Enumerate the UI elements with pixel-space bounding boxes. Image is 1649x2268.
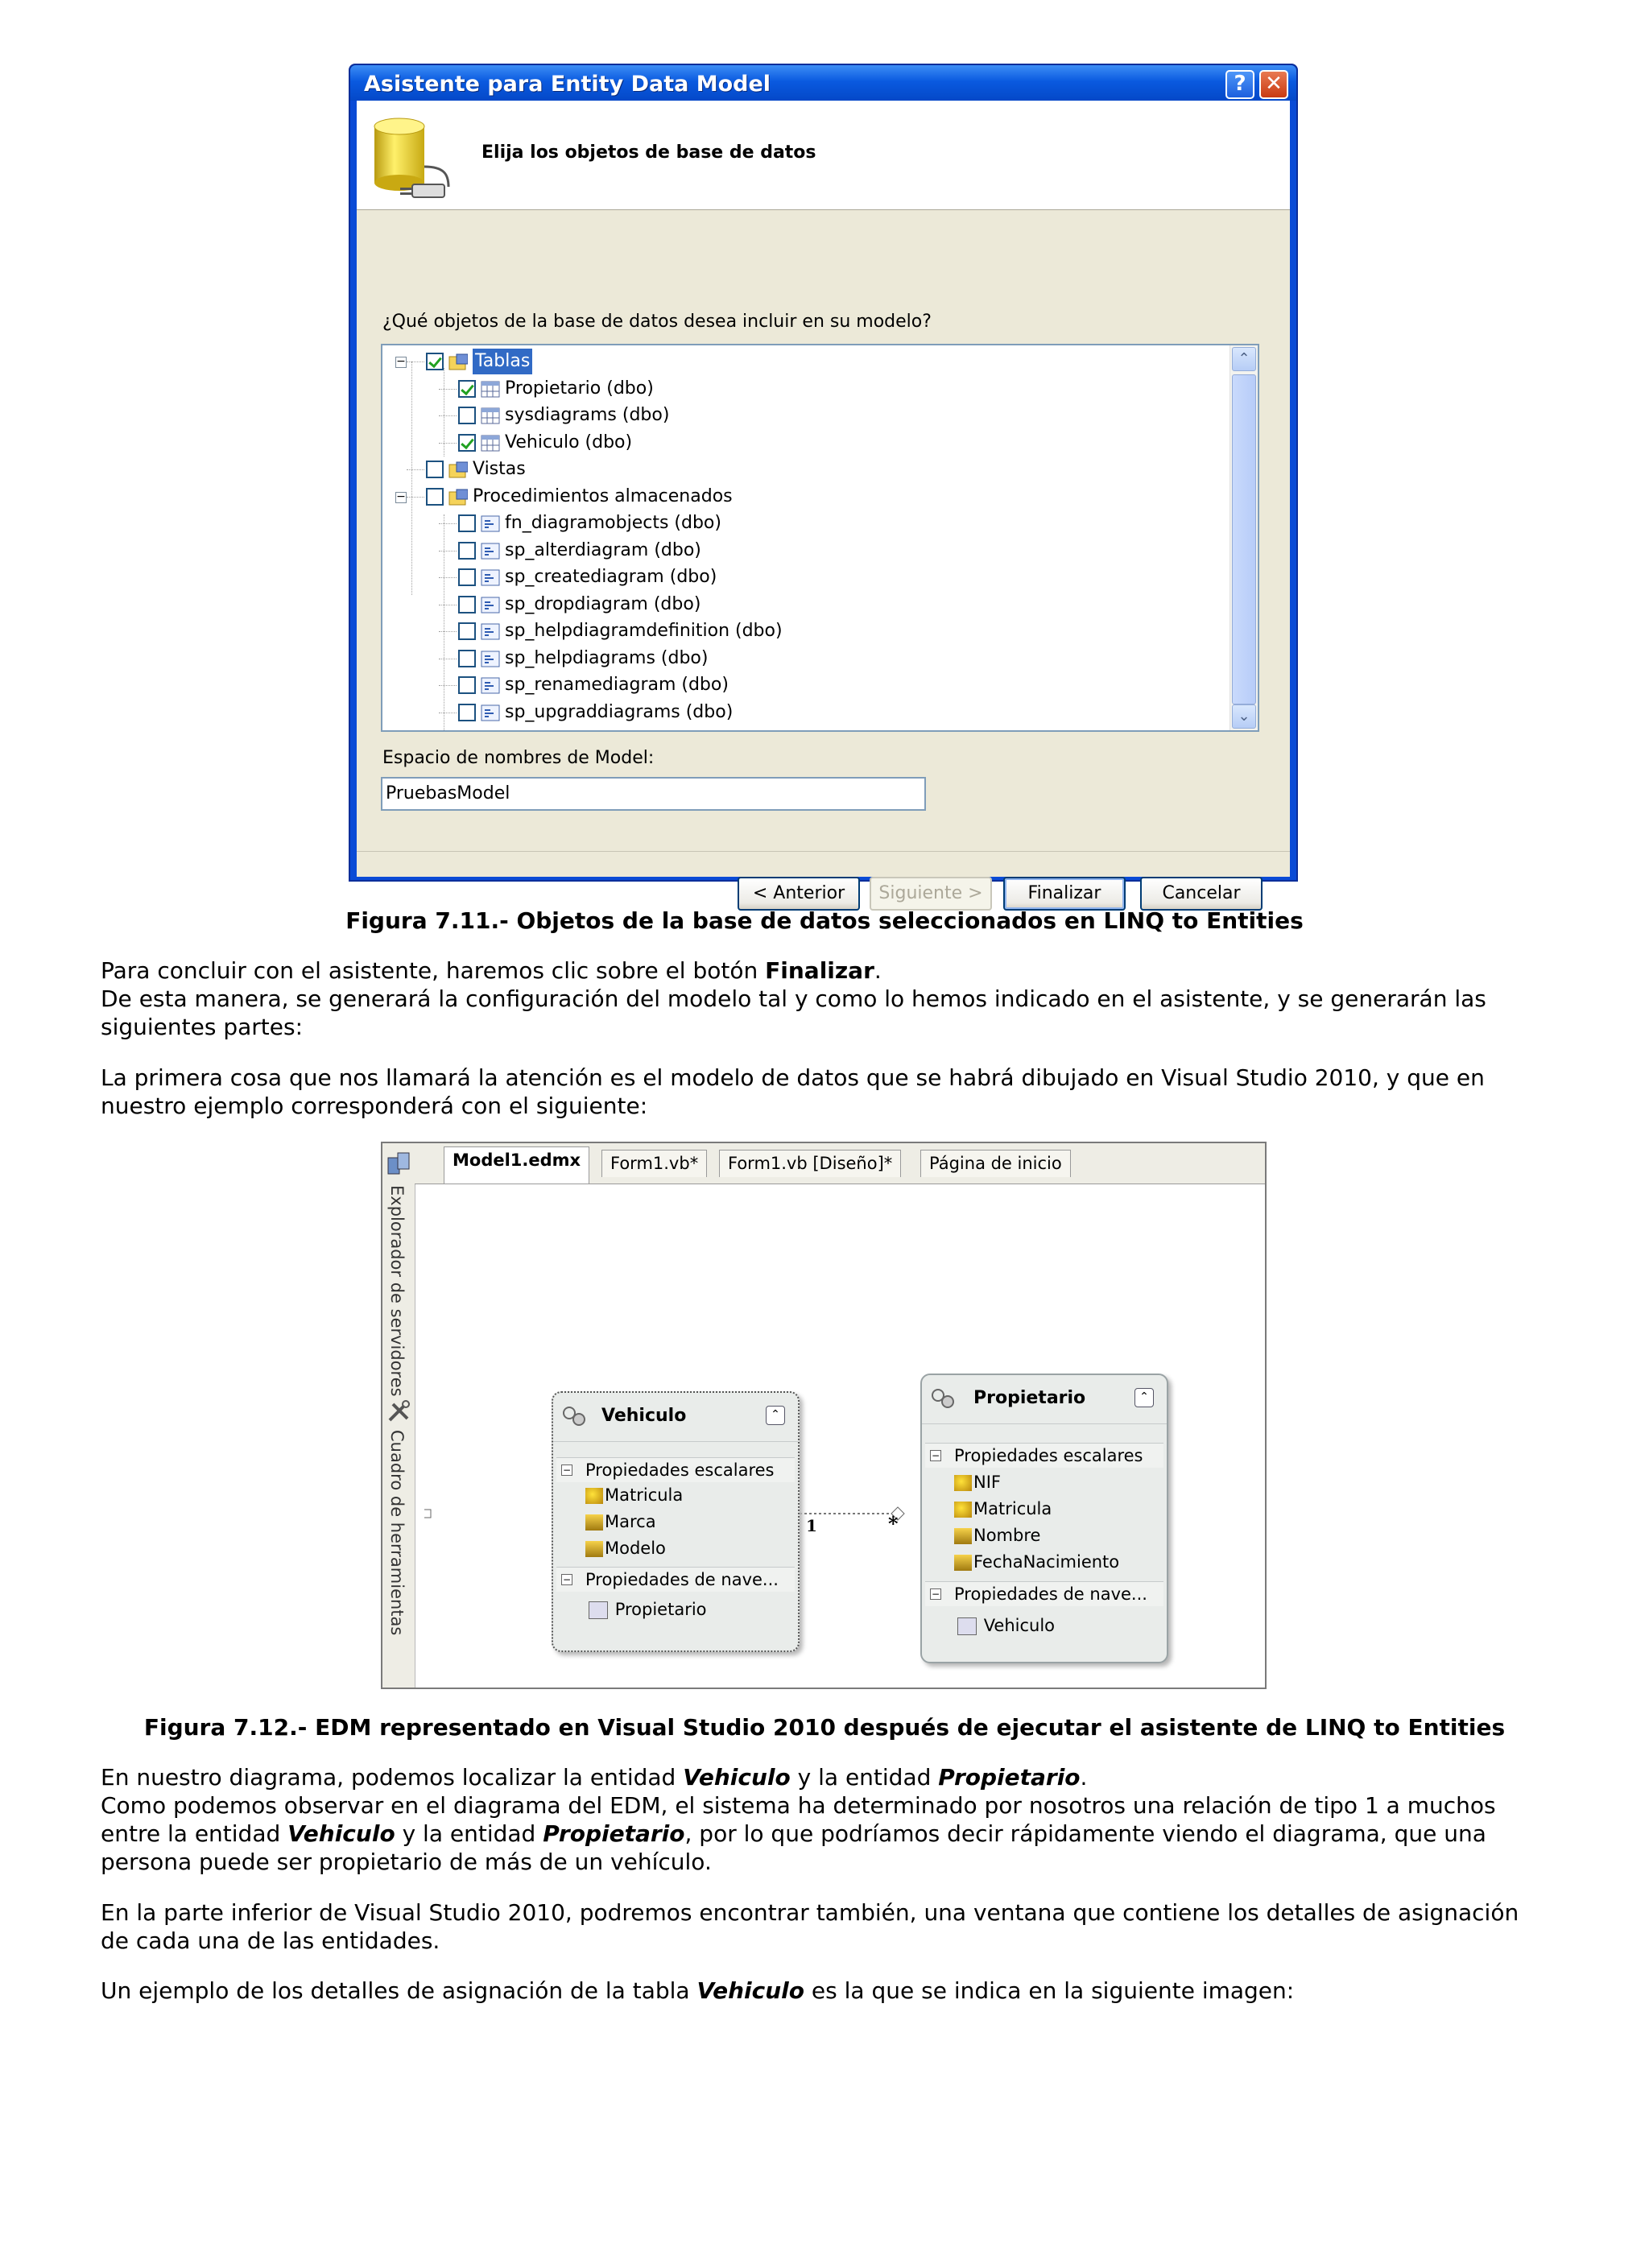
property-matricula[interactable] bbox=[954, 1497, 1052, 1521]
property-modelo[interactable] bbox=[585, 1536, 666, 1560]
tree-item-label: sp_helpdiagrams (dbo) bbox=[505, 647, 709, 668]
nav-section-label: Propiedades de nave... bbox=[585, 1570, 779, 1589]
p1-text-a: Para concluir con el asistente, haremos clic sobre el botón bbox=[101, 957, 766, 984]
design-canvas[interactable] bbox=[424, 1190, 1265, 1688]
tree-scrollbar[interactable] bbox=[1230, 345, 1258, 730]
scroll-up-icon[interactable]: ⌃ bbox=[1232, 347, 1256, 371]
scalar-section-header[interactable] bbox=[556, 1457, 795, 1482]
checkbox[interactable] bbox=[426, 488, 444, 506]
p3-propietario-2: Propietario bbox=[543, 1820, 685, 1847]
namespace-input[interactable]: PruebasModel bbox=[381, 777, 926, 811]
namespace-label: Espacio de nombres de Model: bbox=[382, 748, 655, 768]
nav-section-header[interactable] bbox=[556, 1567, 795, 1592]
tab-form1-vb[interactable]: Form1.vb* bbox=[601, 1150, 707, 1177]
entity-header bbox=[553, 1393, 798, 1442]
checkbox[interactable] bbox=[426, 353, 444, 370]
table-icon bbox=[481, 434, 500, 452]
entity-propietario[interactable] bbox=[920, 1374, 1168, 1663]
paragraph-2: La primera cosa que nos llamará la atención es el modelo de datos que se habrá dibujado en Visual Studio 2010, y que en nuestro ejemplo corresponderá con el siguiente: bbox=[101, 1064, 1485, 1119]
checkbox[interactable] bbox=[458, 676, 476, 694]
tree-connector bbox=[439, 523, 457, 524]
property-label: FechaNacimiento bbox=[973, 1552, 1120, 1572]
checkbox[interactable] bbox=[458, 622, 476, 640]
key-icon bbox=[954, 1475, 972, 1491]
property-marca[interactable] bbox=[585, 1510, 656, 1534]
entity-vehiculo[interactable] bbox=[552, 1391, 800, 1652]
property-nif[interactable] bbox=[954, 1470, 1001, 1494]
property-label: NIF bbox=[973, 1473, 1001, 1492]
p1-finalizar: Finalizar bbox=[765, 957, 874, 984]
minus-icon[interactable]: − bbox=[562, 1464, 572, 1476]
p3-propietario: Propietario bbox=[938, 1764, 1081, 1791]
paragraph-4: En la parte inferior de Visual Studio 2010, podremos encontrar también, una ventana que contiene los detalles de asignación de cada una de las entidades. bbox=[101, 1899, 1519, 1954]
figure-caption-7-12: Figura 7.12.- EDM representado en Visual Studio 2010 después de ejecutar el asistente de LINQ to Entities bbox=[143, 1714, 1506, 1741]
checkbox[interactable] bbox=[458, 407, 476, 424]
tree-item-label: sp_dropdiagram (dbo) bbox=[505, 593, 701, 614]
nav-property-vehiculo[interactable] bbox=[957, 1613, 1055, 1638]
checkbox[interactable] bbox=[426, 461, 444, 478]
stored-procedure-icon bbox=[481, 650, 500, 667]
p5-text: Un ejemplo de los detalles de asignación de la tabla bbox=[101, 1977, 697, 2004]
stored-procedure-icon bbox=[481, 542, 500, 560]
tree-item[interactable] bbox=[382, 592, 1228, 618]
entity-type-icon bbox=[930, 1388, 956, 1409]
property-label: Marca bbox=[605, 1512, 656, 1531]
p5-text: es la que se indica en la siguiente imagen: bbox=[804, 1977, 1295, 2004]
dialog-body bbox=[357, 101, 1290, 903]
checkbox[interactable] bbox=[458, 704, 476, 721]
button-separator bbox=[357, 851, 1290, 852]
scroll-down-icon[interactable]: ⌄ bbox=[1232, 704, 1256, 729]
tree-item[interactable] bbox=[382, 430, 1228, 456]
server-explorer-icon[interactable] bbox=[386, 1151, 411, 1175]
objects-question-label: ¿Qué objetos de la base de datos desea incluir en su modelo? bbox=[382, 312, 932, 332]
figure-caption-7-11: Figura 7.11.- Objetos de la base de datos seleccionados en LINQ to Entities bbox=[345, 907, 1304, 934]
tree-item[interactable] bbox=[382, 538, 1228, 564]
p3-text: En nuestro diagrama, podemos localizar la entidad bbox=[101, 1764, 684, 1791]
scalar-section-header[interactable] bbox=[925, 1443, 1163, 1468]
checkbox[interactable] bbox=[458, 596, 476, 613]
property-label: Propietario bbox=[614, 1600, 707, 1619]
checkbox[interactable] bbox=[458, 380, 476, 398]
tree-item[interactable] bbox=[382, 349, 1228, 374]
tree-connector bbox=[407, 497, 424, 498]
wizard-header bbox=[357, 101, 1290, 210]
database-objects-tree[interactable] bbox=[381, 344, 1259, 732]
side-toolbars bbox=[382, 1143, 415, 1688]
tree-item[interactable] bbox=[382, 376, 1228, 402]
tree-item-label: fn_diagramobjects (dbo) bbox=[505, 513, 721, 533]
stored-procedure-icon bbox=[481, 676, 500, 694]
tree-connector bbox=[439, 577, 457, 578]
visual-studio-designer bbox=[381, 1142, 1267, 1689]
nav-property-propietario[interactable] bbox=[589, 1597, 707, 1621]
p3-vehiculo-2: Vehiculo bbox=[287, 1820, 395, 1847]
server-explorer-tab[interactable]: Explorador de servidores bbox=[387, 1185, 407, 1397]
tree-item-label: Propietario (dbo) bbox=[505, 378, 654, 399]
tree-item[interactable] bbox=[382, 646, 1228, 671]
close-button[interactable]: ✕ bbox=[1259, 70, 1288, 99]
database-plug-icon bbox=[368, 110, 473, 205]
folder-icon bbox=[448, 488, 468, 506]
property-label: Nombre bbox=[973, 1526, 1041, 1545]
tree-item[interactable] bbox=[382, 618, 1228, 644]
tab-model1-edmx[interactable]: Model1.edmx bbox=[444, 1146, 589, 1184]
tree-guide bbox=[411, 361, 412, 595]
dialog-title: Asistente para Entity Data Model bbox=[364, 72, 771, 97]
tab-start-page[interactable]: Página de inicio bbox=[920, 1150, 1071, 1177]
collapse-icon[interactable]: − bbox=[396, 490, 406, 503]
toolbox-icon[interactable] bbox=[386, 1399, 411, 1423]
folder-icon bbox=[448, 461, 468, 478]
tree-item[interactable] bbox=[382, 700, 1228, 725]
navigation-icon bbox=[589, 1601, 608, 1619]
p3-vehiculo: Vehiculo bbox=[683, 1764, 791, 1791]
property-label: Modelo bbox=[605, 1539, 666, 1558]
scalar-section-label: Propiedades escalares bbox=[585, 1460, 775, 1480]
collapse-icon[interactable]: ⌃ bbox=[1134, 1388, 1154, 1407]
scroll-thumb[interactable] bbox=[1232, 374, 1256, 704]
tree-item[interactable] bbox=[382, 672, 1228, 698]
minus-icon[interactable]: − bbox=[562, 1574, 572, 1585]
property-icon bbox=[585, 1514, 603, 1531]
entity-data-model-wizard bbox=[349, 64, 1298, 903]
property-fechanacimiento[interactable] bbox=[954, 1550, 1119, 1574]
property-icon bbox=[954, 1555, 972, 1571]
tree-item[interactable] bbox=[382, 403, 1228, 428]
checkbox[interactable] bbox=[458, 514, 476, 532]
document-tabs bbox=[415, 1143, 1265, 1184]
tree-item-label: Tablas bbox=[473, 349, 532, 374]
p3-text: Como podemos observar en el diagrama del EDM, el sistema ha determinado por nosotros una relación de tipo 1 a muchos entre la entidad bbox=[101, 1792, 1496, 1847]
table-icon bbox=[481, 407, 500, 424]
entity-name: Vehiculo bbox=[601, 1406, 687, 1426]
tree-item-label: Vistas bbox=[473, 459, 526, 479]
navigation-icon bbox=[957, 1617, 977, 1635]
checkbox[interactable] bbox=[458, 568, 476, 586]
help-button[interactable]: ? bbox=[1225, 70, 1254, 99]
property-label: Matricula bbox=[605, 1485, 684, 1505]
collapse-icon[interactable]: ⌃ bbox=[766, 1406, 785, 1425]
table-icon bbox=[481, 380, 500, 398]
wizard-step-heading: Elija los objetos de base de datos bbox=[481, 143, 816, 163]
next-button[interactable]: Siguiente > bbox=[870, 877, 992, 911]
paragraph-5 bbox=[101, 1977, 1550, 2005]
back-button[interactable]: < Anterior bbox=[738, 877, 860, 911]
property-label: Vehiculo bbox=[983, 1616, 1056, 1635]
tree-connector bbox=[439, 551, 457, 552]
tree-item-label: Procedimientos almacenados bbox=[473, 485, 733, 506]
tree-connector bbox=[439, 685, 457, 686]
property-icon bbox=[585, 1541, 603, 1557]
tree-item[interactable] bbox=[382, 456, 1228, 482]
tree-item-label: sp_alterdiagram (dbo) bbox=[505, 539, 701, 560]
tree-connector bbox=[439, 631, 457, 632]
multiplicity-one: 1 bbox=[806, 1516, 817, 1535]
nav-section-label: Propiedades de nave... bbox=[954, 1584, 1147, 1604]
tree-item[interactable] bbox=[382, 484, 1228, 510]
tree-item-label: sp_creatediagram (dbo) bbox=[505, 567, 717, 587]
tree-item-label: sp_renamediagram (dbo) bbox=[505, 675, 729, 695]
p1-text-c: . bbox=[874, 957, 882, 984]
entity-type-icon bbox=[561, 1406, 587, 1427]
minus-icon[interactable]: − bbox=[931, 1588, 940, 1600]
paragraph-3 bbox=[101, 1763, 1550, 1876]
stored-procedure-icon bbox=[481, 568, 500, 586]
checkbox[interactable] bbox=[458, 434, 476, 452]
scalar-section-label: Propiedades escalares bbox=[954, 1446, 1143, 1465]
toolbox-tab[interactable]: Cuadro de herramientas bbox=[387, 1430, 407, 1636]
p1-text-d: De esta manera, se generará la configuración del modelo tal y como lo hemos indicado en el asistente, y se generarán las siguientes partes: bbox=[101, 985, 1486, 1040]
tab-form1-design[interactable]: Form1.vb [Diseño]* bbox=[719, 1150, 901, 1177]
tree-item-label: sp_helpdiagramdefinition (dbo) bbox=[505, 621, 783, 641]
property-label: Matricula bbox=[973, 1499, 1052, 1518]
collapse-icon[interactable]: − bbox=[396, 355, 406, 368]
multiplicity-many: * bbox=[888, 1512, 899, 1535]
key-icon bbox=[954, 1502, 972, 1518]
stored-procedure-icon bbox=[481, 514, 500, 532]
tree-item-label: Vehiculo (dbo) bbox=[505, 432, 633, 452]
tree-connector bbox=[439, 389, 457, 390]
tree-item-label: sysdiagrams (dbo) bbox=[505, 405, 670, 425]
tree-connector bbox=[407, 361, 424, 362]
p5-vehiculo: Vehiculo bbox=[696, 1977, 805, 2004]
finish-button[interactable]: Finalizar bbox=[1003, 877, 1126, 911]
tree-item[interactable] bbox=[382, 564, 1228, 590]
tree-connector bbox=[439, 415, 457, 416]
p3-text: y la entidad bbox=[395, 1820, 543, 1847]
stored-procedure-icon bbox=[481, 596, 500, 613]
checkbox[interactable] bbox=[458, 542, 476, 560]
property-nombre[interactable] bbox=[954, 1523, 1040, 1547]
tree-connector bbox=[407, 469, 424, 470]
property-icon bbox=[954, 1528, 972, 1544]
tree-item[interactable] bbox=[382, 510, 1228, 536]
stored-procedure-icon bbox=[481, 622, 500, 640]
tree-connector bbox=[439, 443, 457, 444]
paragraph-1 bbox=[101, 956, 1550, 1041]
minus-icon[interactable]: − bbox=[931, 1450, 940, 1461]
stored-procedure-icon bbox=[481, 704, 500, 721]
nav-section-header[interactable] bbox=[925, 1581, 1163, 1606]
property-matricula[interactable] bbox=[585, 1483, 683, 1507]
folder-icon bbox=[448, 353, 468, 370]
entity-name: Propietario bbox=[973, 1388, 1086, 1408]
p3-text: . bbox=[1080, 1764, 1088, 1791]
key-icon bbox=[585, 1488, 603, 1504]
p3-text: , por lo que podríamos decir rápidamente viendo el diagrama, que una persona puede ser propietario de más de un vehículo. bbox=[101, 1820, 1486, 1875]
title-bar bbox=[350, 65, 1296, 101]
cancel-button[interactable]: Cancelar bbox=[1140, 877, 1263, 911]
p3-text: y la entidad bbox=[790, 1764, 939, 1791]
entity-header bbox=[922, 1375, 1167, 1424]
tree-item-label: sp_upgraddiagrams (dbo) bbox=[505, 701, 734, 722]
checkbox[interactable] bbox=[458, 650, 476, 667]
